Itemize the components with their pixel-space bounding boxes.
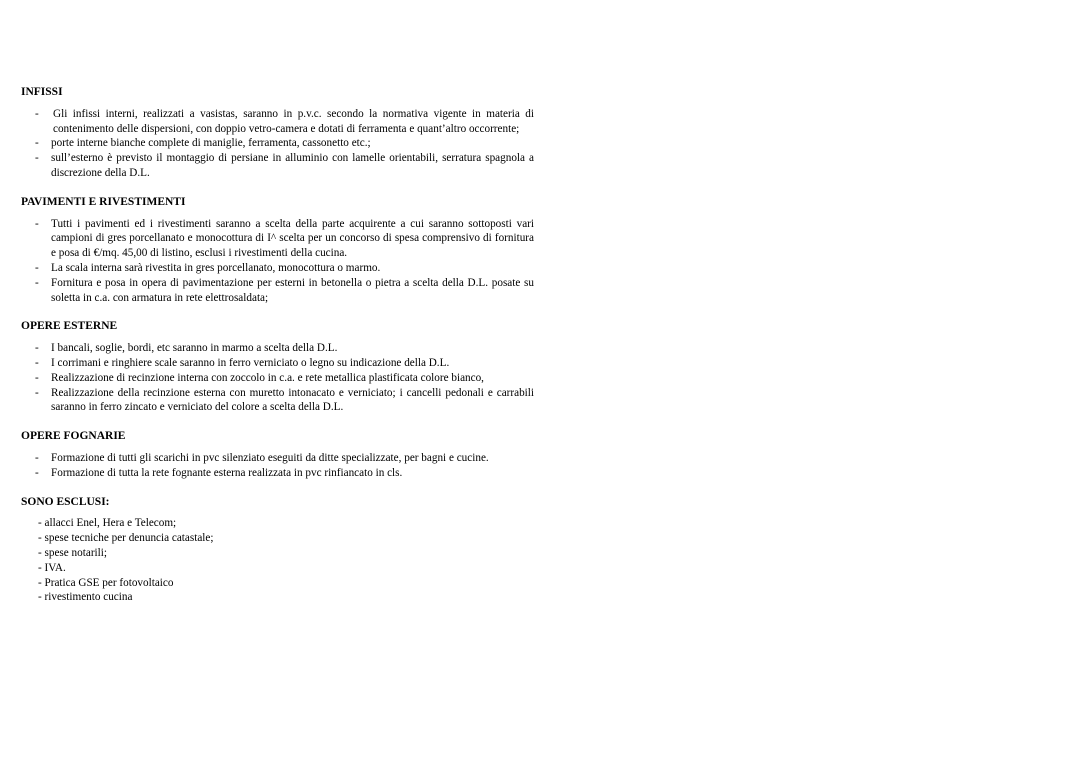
excluded-item: - spese notarili; [38,546,107,559]
list-item-text: Realizzazione della recinzione esterna con muretto intonacato e verniciato; i cancelli pedonali e carrabili saranno in ferro zincato e verniciato del colore a scelta della D.L. [51,386,534,414]
list-item [21,451,534,466]
section-heading: SONO ESCLUSI: [21,495,110,508]
item-list [21,451,534,481]
list-item-text: Formazione di tutti gli scarichi in pvc silenziato eseguiti da ditte specializzate, per bagni e cucine. [51,451,489,464]
list-item [21,217,534,261]
section-infissi [21,85,534,181]
list-item-text: sull’esterno è previsto il montaggio di persiane in alluminio con lamelle orientabili, serratura spagnola a discrezione della D.L. [51,152,534,179]
dash-bullet: - [35,217,39,230]
item-list [21,341,534,415]
dash-bullet: - [35,276,39,289]
dash-bullet: - [35,107,39,120]
dash-bullet: - [35,466,39,479]
list-item-text: I bancali, soglie, bordi, etc saranno in marmo a scelta della D.L. [51,342,338,355]
list-item [21,261,534,276]
list-item [21,466,534,481]
excluded-item: - spese tecniche per denuncia catastale; [38,532,214,545]
section-heading: OPERE ESTERNE [21,320,118,333]
dash-bullet: - [35,356,39,369]
excluded-item: - allacci Enel, Hera e Telecom; [38,517,177,530]
dash-bullet: - [35,137,39,150]
dash-bullet: - [35,386,39,399]
list-item-text: La scala interna sarà rivestita in gres porcellanato, monocottura o marmo. [51,261,381,274]
list-item-text: Realizzazione di recinzione interna con zoccolo in c.a. e rete metallica plastificata colore bianco, [51,371,484,384]
list-item [21,136,534,151]
dash-bullet: - [35,342,39,355]
list-item [21,276,534,306]
section-opere-esterne [21,319,534,415]
list-item-text: porte interne bianche complete di maniglie, ferramenta, cassonetto etc.; [51,137,371,150]
list-item [21,371,534,386]
excluded-item: - IVA. [38,561,66,574]
list-item-text: Gli infissi interni, realizzati a vasistas, saranno in p.v.c. secondo la normativa vigente in materia di contenimento delle dispersioni, con doppio vetro-camera e dotati di ferramenta e quant’altro occorrente; [53,107,534,135]
section-heading: PAVIMENTI E RIVESTIMENTI [21,195,186,208]
list-item [21,386,534,416]
section-opere-fognarie [21,429,534,480]
item-list [21,217,534,306]
list-item-text: I corrimani e ringhiere scale saranno in ferro verniciato o legno su indicazione della D.L. [51,356,450,369]
excluded-item: - Pratica GSE per fotovoltaico [38,576,174,589]
list-item [21,107,534,137]
list-item [21,356,534,371]
section-pavimenti [21,195,534,306]
section-heading: OPERE FOGNARIE [21,430,126,443]
excluded-list [21,516,534,605]
list-item-text: Tutti i pavimenti ed i rivestimenti saranno a scelta della parte acquirente a cui saranno sottoposti vari campioni di gres porcellanato e monocottura di I^ scelta per un concorso di spesa comprensivo di fornitura e posa di €/mq. 45,00 di listino, esclusi i rivestimenti della cucina. [51,217,534,260]
dash-bullet: - [35,451,39,464]
excluded-item: - rivestimento cucina [38,591,133,604]
section-sono-esclusi [21,495,534,606]
dash-bullet: - [35,152,39,165]
list-item [21,151,534,181]
document-body [21,85,534,619]
list-item-text: Formazione di tutta la rete fognante esterna realizzata in pvc rinfiancato in cls. [51,466,403,479]
dash-bullet: - [35,371,39,384]
list-item [21,341,534,356]
item-list [21,107,534,181]
dash-bullet: - [35,261,39,274]
section-heading: INFISSI [21,86,63,98]
list-item-text: Fornitura e posa in opera di pavimentazione per esterni in betonella o pietra a scelta della D.L. posate su soletta in c.a. con armatura in rete elettrosaldata; [51,276,534,304]
